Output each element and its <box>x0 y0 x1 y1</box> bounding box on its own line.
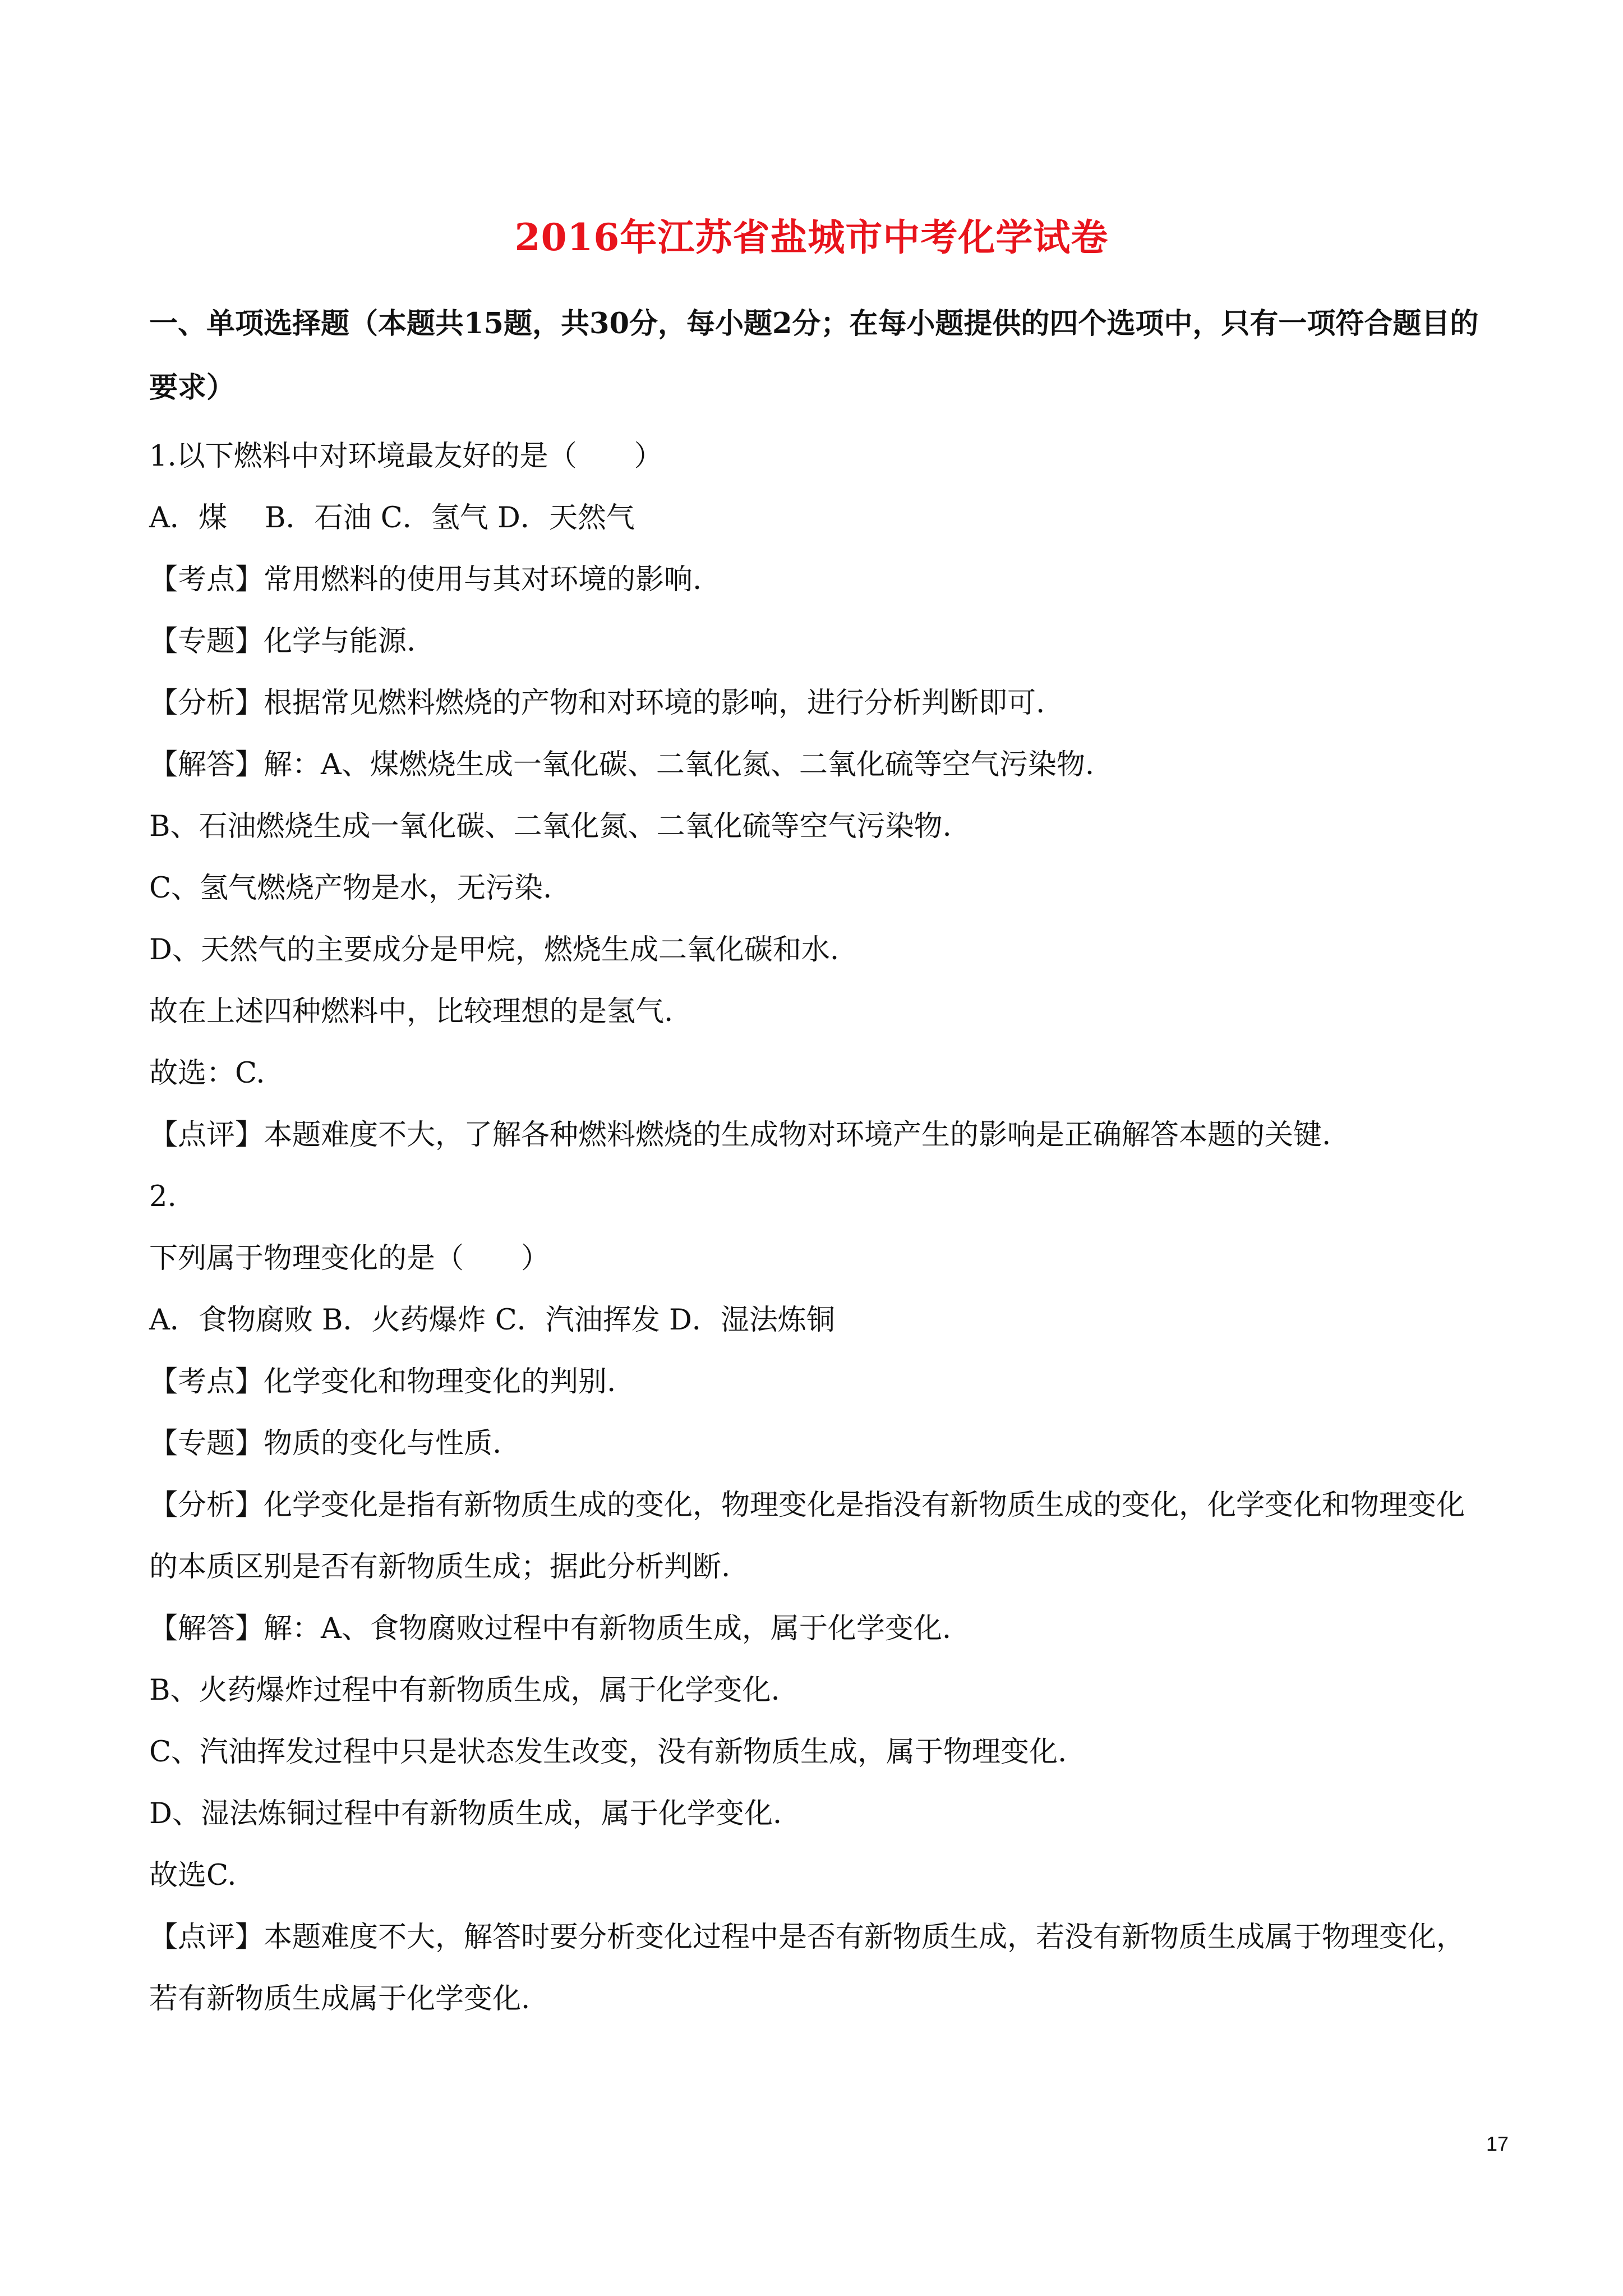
question-2-choice: 故选C. <box>149 1859 237 1892</box>
question-1-choice: 故选：C. <box>149 1057 265 1090</box>
question-1-answer-line: D、天然气的主要成分是甲烷，燃烧生成二氧化碳和水. <box>149 933 840 967</box>
question-1-kaodian: 【考点】常用燃料的使用与其对环境的影响. <box>149 563 702 596</box>
question-2-answer-line: B、火药爆炸过程中有新物质生成，属于化学变化. <box>149 1674 780 1707</box>
question-2-answer-line: C、汽油挥发过程中只是状态发生改变，没有新物质生成，属于物理变化. <box>149 1736 1067 1769</box>
question-1-fenxi: 【分析】根据常见燃料燃烧的产物和对环境的影响，进行分析判断即可. <box>149 687 1045 720</box>
question-2-number: 2. <box>149 1180 177 1213</box>
question-2-dianping: 【点评】本题难度不大，解答时要分析变化过程中是否有新物质生成，若没有新物质生成属于物理变化， <box>149 1921 1465 1954</box>
question-2-fenxi: 【分析】化学变化是指有新物质生成的变化，物理变化是指没有新物质生成的变化，化学变化和物理变化 <box>149 1489 1465 1522</box>
question-1-stem: 1.以下燃料中对环境最友好的是（ ） <box>149 440 663 473</box>
question-2-zhuanti: 【专题】物质的变化与性质. <box>149 1427 502 1460</box>
question-2-answer-line: D、湿法炼铜过程中有新物质生成，属于化学变化. <box>149 1797 782 1830</box>
question-1-options: A．煤 B．石油 C．氢气 D．天然气 <box>149 501 635 535</box>
question-1-answer-line: C、氢气燃烧产物是水，无污染. <box>149 872 552 905</box>
question-2-stem: 下列属于物理变化的是（ ） <box>149 1242 550 1275</box>
question-2-fenxi-continued: 的本质区别是否有新物质生成；据此分析判断. <box>149 1550 731 1584</box>
question-1-dianping: 【点评】本题难度不大，了解各种燃料燃烧的生成物对环境产生的影响是正确解答本题的关键. <box>149 1119 1331 1152</box>
page-number: 17 <box>1486 2132 1509 2155</box>
question-2-options: A．食物腐败 B．火药爆炸 C．汽油挥发 D．湿法炼铜 <box>149 1304 835 1337</box>
question-2-jieda: 【解答】解：A、食物腐败过程中有新物质生成，属于化学变化. <box>149 1612 952 1645</box>
question-1-jieda: 【解答】解：A、煤燃烧生成一氧化碳、二氧化氮、二氧化硫等空气污染物. <box>149 748 1095 781</box>
exam-title: 2016年江苏省盐城市中考化学试卷 <box>514 215 1109 259</box>
question-2-kaodian: 【考点】化学变化和物理变化的判别. <box>149 1365 616 1398</box>
question-1-answer-line: 故在上述四种燃料中，比较理想的是氢气. <box>149 995 674 1028</box>
question-1-answer-line: B、石油燃烧生成一氧化碳、二氧化氮、二氧化硫等空气污染物. <box>149 810 952 843</box>
question-2-dianping-continued: 若有新物质生成属于化学变化. <box>149 1982 531 2016</box>
question-1-zhuanti: 【专题】化学与能源. <box>149 625 416 658</box>
section-heading: 一、单项选择题（本题共15题，共30分，每小题2分；在每小题提供的四个选项中，只有一项符合题目的要求） <box>149 307 1479 404</box>
